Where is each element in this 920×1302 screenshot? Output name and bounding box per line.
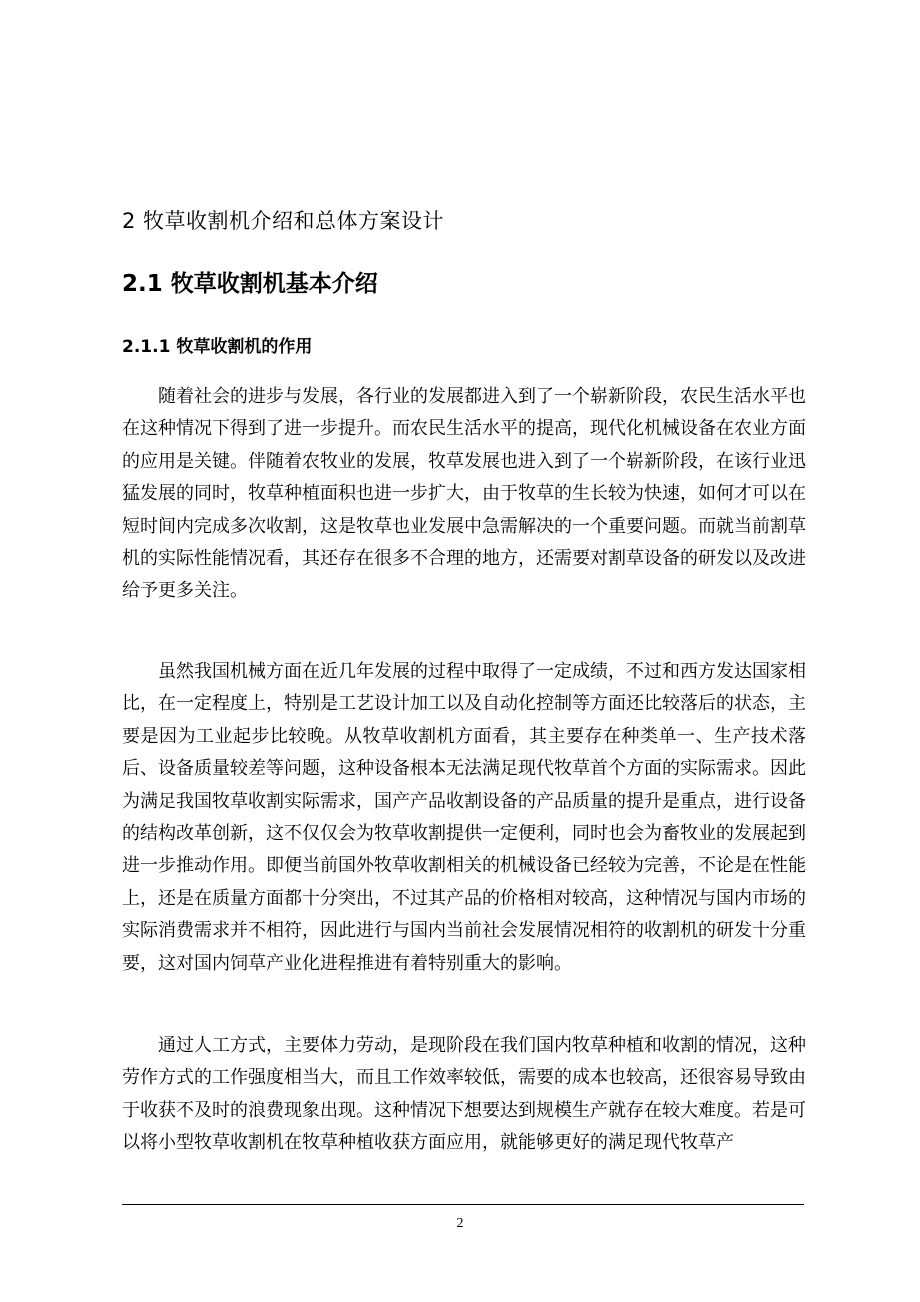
page-number: 2	[456, 1216, 464, 1231]
body-paragraph-2: 虽然我国机械方面在近几年发展的过程中取得了一定成绩，不过和西方发达国家相比，在一定程度上，特别是工艺设计加工以及自动化控制等方面还比较落后的状态，主要是因为工业起步比较晚。从牧草收割机方面看，其主要存在种类单一、生产技术落后、设备质量较差等问题，这种设备根本无法满足现代牧草首个方面的实际需求。因此为满足我国牧草收割实际需求，国产产品收割设备的产品质量的提升是重点，进行设备的结构改革创新，这不仅仅会为牧草收割提供一定便利，同时也会为畜牧业的发展起到进一步推动作用。即便当前国外牧草收割相关的机械设备已经较为完善，不论是在性能上，还是在质量方面都十分突出，不过其产品的价格相对较高，这种情况与国内市场的实际消费需求并不相符，因此进行与国内当前社会发展情况相符的收割机的研发十分重要，这对国内饲草产业化进程推进有着特别重大的影响。	[122, 661, 806, 974]
footer-divider	[122, 1204, 804, 1205]
body-paragraph-1: 随着社会的进步与发展，各行业的发展都进入到了一个崭新阶段，农民生活水平也在这种情况下得到了进一步提升。而农民生活水平的提高，现代化机械设备在农业方面的应用是关键。伴随着农牧业的发展，牧草发展也进入到了一个崭新阶段，在该行业迅猛发展的同时，牧草种植面积也进一步扩大，由于牧草的生长较为快速，如何才可以在短时间内完成多次收割，这是牧草也业发展中急需解决的一个重要问题。而就当前割草机的实际性能情况看，其还存在很多不合理的地方，还需要对割草设备的研发以及改进给予更多关注。	[122, 386, 806, 602]
subsection-title: 2.1.1 牧草收割机的作用	[122, 337, 313, 357]
section-title: 2.1 牧草收割机基本介绍	[122, 271, 378, 297]
body-paragraph-3: 通过人工方式，主要体力劳动，是现阶段在我们国内牧草种植和收割的情况，这种劳作方式的工作强度相当大，而且工作效率较低，需要的成本也较高，还很容易导致由于收获不及时的浪费现象出现。这种情况下想要达到规模生产就存在较大难度。若是可以将小型牧草收割机在牧草种植收获方面应用，就能够更好的满足现代牧草产	[122, 1035, 806, 1154]
chapter-title: 2 牧草收割机介绍和总体方案设计	[122, 209, 445, 233]
